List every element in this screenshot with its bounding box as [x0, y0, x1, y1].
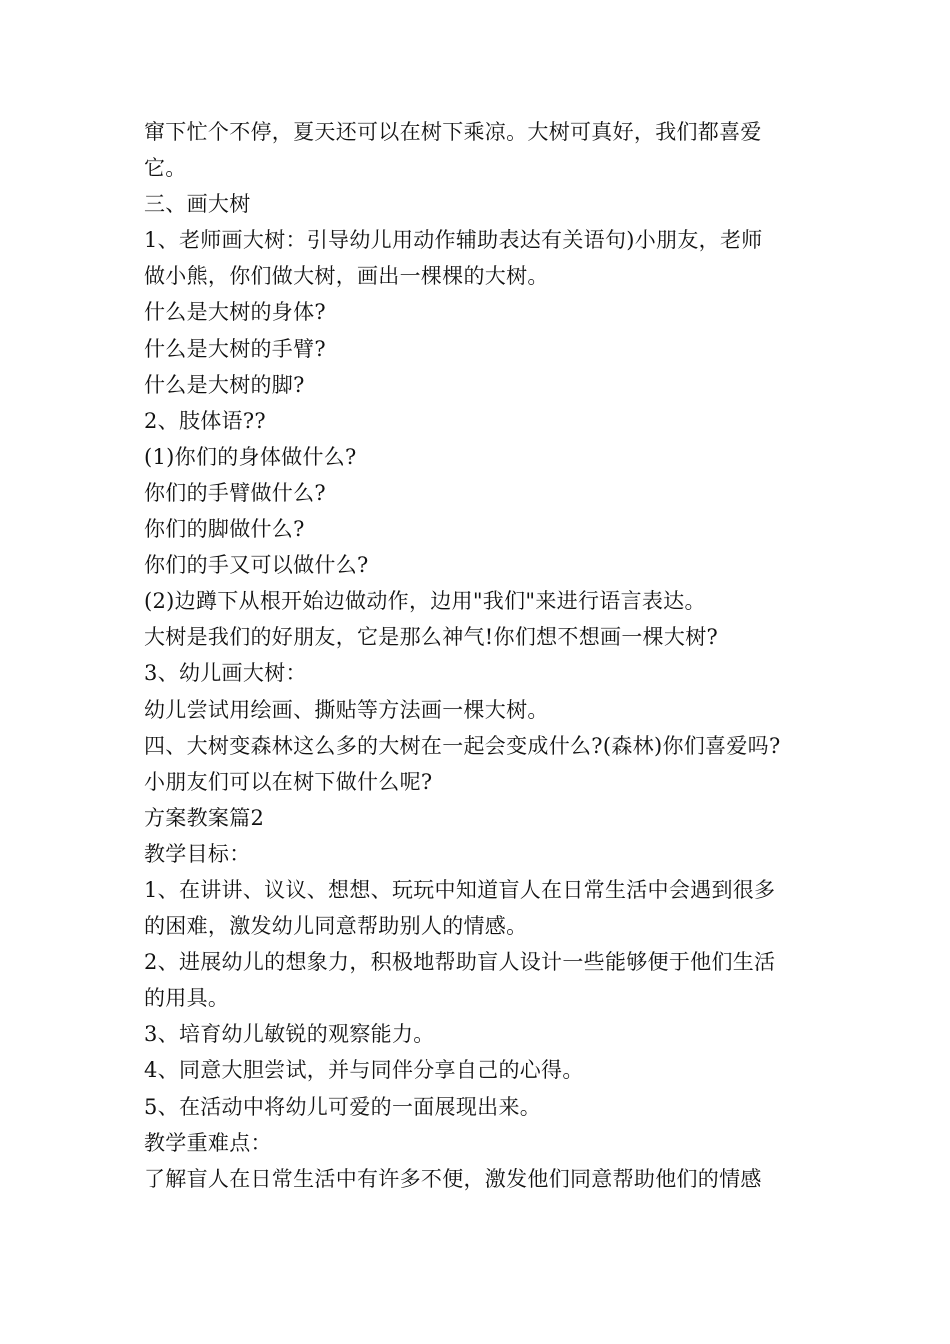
section-heading: 教学重难点： — [144, 1130, 272, 1155]
text-line: (1)你们的身体做什么? — [144, 444, 357, 469]
text-line: 它。 — [144, 156, 187, 181]
text-line: 2、进展幼儿的想象力，积极地帮助盲人设计一些能够便于他们生活 — [144, 950, 776, 975]
document-body — [144, 114, 824, 1197]
text-line: 什么是大树的手臂? — [144, 336, 326, 361]
text-line: 你们的脚做什么? — [144, 517, 305, 542]
text-line: 的困难，激发幼儿同意帮助别人的情感。 — [144, 914, 528, 939]
text-line: 做小熊，你们做大树，画出一棵棵的大树。 — [144, 264, 549, 289]
text-line: 3、培育幼儿敏锐的观察能力。 — [144, 1022, 435, 1047]
text-line: 1、老师画大树：引导幼儿用动作辅助表达有关语句)小朋友，老师 — [144, 228, 763, 253]
text-line: 2、肢体语?? — [144, 408, 266, 433]
section-heading: 四、大树变森林这么多的大树在一起会变成什么?(森林)你们喜爱吗? — [144, 733, 781, 758]
text-line: 什么是大树的身体? — [144, 300, 326, 325]
text-line: 大树是我们的好朋友，它是那么神气!你们想不想画一棵大树? — [144, 625, 719, 650]
text-line: 什么是大树的脚? — [144, 372, 305, 397]
text-line: 幼儿尝试用绘画、撕贴等方法画一棵大树。 — [144, 697, 549, 722]
section-heading: 三、画大树 — [144, 192, 251, 217]
text-line: 你们的手臂做什么? — [144, 480, 326, 505]
text-line: (2)边蹲下从根开始边做动作，边用"我们"来进行语言表达。 — [144, 589, 706, 614]
text-line: 5、在活动中将幼儿可爱的一面展现出来。 — [144, 1094, 542, 1119]
text-line: 3、幼儿画大树： — [144, 661, 307, 686]
text-line: 4、同意大胆尝试，并与同伴分享自己的心得。 — [144, 1058, 584, 1083]
text-line: 1、在讲讲、议议、想想、玩玩中知道盲人在日常生活中会遇到很多 — [144, 877, 776, 902]
text-line: 的用具。 — [144, 986, 230, 1011]
section-heading: 方案教案篇2 — [144, 805, 265, 830]
text-line: 了解盲人在日常生活中有许多不便，激发他们同意帮助他们的情感 — [144, 1166, 762, 1191]
text-line: 你们的手又可以做什么? — [144, 553, 369, 578]
text-line: 小朋友们可以在树下做什么呢? — [144, 769, 433, 794]
text-line: 窜下忙个不停，夏天还可以在树下乘凉。大树可真好，我们都喜爱 — [144, 120, 762, 144]
section-heading: 教学目标： — [144, 841, 251, 866]
